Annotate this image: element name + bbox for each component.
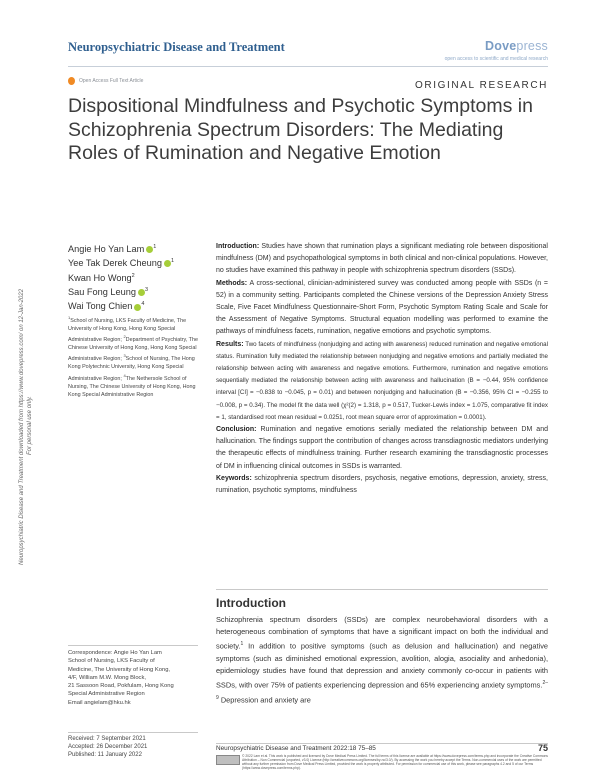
abstract-results: Results: Two facets of mindfulness (nonjudging and acting with awareness) reduced rumination and negative emotional status. Rumination fully mediated the relationship between nonjudging and negative emotions and partially mediated the relationship between acting with awareness and negative emotions. Furthermore, rumination and negative emotions sequentially mediated the relationship between acting with awareness and hallucination (B = −0.44, 95% confidence interval [CI] = −0.838 to −0.045, p = 0.01) and between nonjudging and hallucination (B = −0.356, 95% CI = −0.255 to −0.008, p = 0.34). The model fit the data well (χ²(2) = 1.318, p = 0.517, Tucker-Lewis index = 1.075, comparative fit index = 1, standardised root mean residual = 0.0251, root mean square error of approximation = 0.0001). xyxy=(216,340,548,421)
open-access-label: Open Access Full Text Article xyxy=(79,78,144,84)
author[interactable]: Sau Fong Leung $^3$ xyxy=(68,287,149,298)
publisher-logo[interactable] xyxy=(485,39,548,53)
accepted-date: Accepted: 26 December 2021 xyxy=(68,743,148,750)
publisher-logo-light: press xyxy=(516,39,548,53)
received-date: Received: 7 September 2021 xyxy=(68,736,146,742)
download-watermark-line2: For personal use only. xyxy=(27,396,33,455)
publisher-tagline: open access to scientific and medical research xyxy=(444,56,548,62)
abstract-conclusion: Conclusion: Rumination and negative emotions serially mediated the relationship between DM and hallucination. The findings support the contribution of changes across transdiagnostic mediators underlying the therapeutic effects of mindfulness training. Further research examining the transdiagnostic processes of DM in influencing clinical outcomes in SSDs is warranted. xyxy=(216,426,548,470)
publication-dates xyxy=(68,736,198,759)
journal-name: Neuropsychiatric Disease and Treatment xyxy=(68,40,285,54)
abstract-introduction: Introduction: Studies have shown that rumination plays a significant mediating role between dispositional mindfulness (DM) and psychopathological symptoms in both clinical and non-clinical populations. However, no studies have examined this pathway in people with schizophrenia spectrum disorders (SSDs). xyxy=(216,243,548,275)
open-access-lock-icon xyxy=(68,77,75,85)
section-divider xyxy=(216,589,548,590)
dates-divider xyxy=(68,732,198,733)
author-list xyxy=(68,241,174,313)
introduction-heading: Introduction xyxy=(216,596,286,610)
orcid-icon[interactable] xyxy=(138,289,145,296)
download-watermark-line1: Neuropsychiatric Disease and Treatment downloaded from https://www.dovepress.com/ on 12-Jan-2022 xyxy=(19,288,25,565)
author[interactable]: Yee Tak Derek Cheung $^1$ xyxy=(68,258,175,269)
correspondence-email[interactable]: Email angielam@hku.hk xyxy=(68,699,131,706)
publisher-logo-bold: Dove xyxy=(485,39,517,53)
creative-commons-icon[interactable] xyxy=(216,755,240,765)
open-access-badge xyxy=(68,77,143,85)
header-divider xyxy=(68,66,548,67)
footer-citation: Neuropsychiatric Disease and Treatment 2022:18 75–85 xyxy=(216,745,376,752)
page-number: 75 xyxy=(537,743,548,753)
license-text: © 2022 Lam et al. This work is published and licensed by Dove Medical Press Limited. The full terms of this license are available at https://www.dovepress.com/terms.php and incorporate the Creative Commons Attribution – Non Commercial (unported, v3.0) License (http://creativecommons.org/licenses/by-nc/3.0/). By accessing the work you hereby accept the Terms. Non-commercial uses of the work are permitted without any further permission from Dove Medical Press Limited, provided the work is properly attributed. For permission for commercial use of this work, please see paragraphs 4.2 and 5 of our Terms (https://www.dovepress.com/terms.php). xyxy=(242,754,548,771)
author[interactable]: Angie Ho Yan Lam $^1$ xyxy=(68,244,157,255)
download-watermark xyxy=(18,155,44,565)
paper-title: Dispositional Mindfulness and Psychotic Symptoms in Schizophrenia Spectrum Disorders: The Mediating Roles of Rumination and Negative Emotion xyxy=(68,95,533,164)
abstract-keywords: Keywords: schizophrenia spectrum disorders, psychosis, negative emotions, depression, anxiety, stress, rumination, psychotic symptoms, mindfulness xyxy=(216,474,548,495)
introduction-body: Schizophrenia spectrum disorders (SSDs) are complex neurobehavioral disorders with a heterogeneous combination of symptoms that have a significant impact on both the individual and society.$^1$ In addition to positive symptoms (such as delusion and hallucination) and negative symptoms (such as diminished emotional expression, avolition, alogia, asociality and anhedonia), epidemiology studies have found that depression and anxiety commonly co-occur in patients with SSDs, with over 75% of patients experiencing depression and 65% experiencing anxiety symptoms.$^{2-9}$ Depression and anxiety are xyxy=(216,615,548,705)
footer-divider xyxy=(216,743,548,744)
author[interactable]: Wai Tong Chien $^4$ xyxy=(68,301,145,312)
affiliations: $^1$School of Nursing, LKS Faculty of Medicine, The University of Hong Kong, Hong Kong Special Administrative Region; $^2$Department of Psychiatry, The Chinese University of Hong Kong, Hong Kong Special Administrative Region; $^3$School of Nursing, The Hong Kong Polytechnic University, Hong Kong Special Administrative Region; $^4$The Nethersole School of Nursing, The Chinese University of Hong Kong, Hong Kong Special Administrative Region xyxy=(68,315,198,398)
author[interactable]: Kwan Ho Wong$^2$ xyxy=(68,272,135,283)
article-type: ORIGINAL RESEARCH xyxy=(415,80,548,91)
orcid-icon[interactable] xyxy=(164,260,171,267)
citation-link[interactable]: 2–9 xyxy=(216,680,548,702)
citation-link[interactable]: 1 xyxy=(240,641,244,648)
abstract xyxy=(216,241,548,497)
published-date: Published: 11 January 2022 xyxy=(68,751,142,758)
abstract-methods: Methods: A cross-sectional, clinician-administered survey was conducted among people with SSDs (n = 52) in a community setting. Participants completed the Chinese versions of the Depression Anxiety Stress Scale, Five Facet Mindfulness Questionnaire-Short Form, Psychotic Symptom Rating Scale and Scale for the Assessment of Negative Symptoms. Structural equation modelling was performed to examine the pathways of mindfulness facets, rumination, negative emotions and psychotic symptoms. xyxy=(216,279,548,336)
correspondence: Correspondence: Angie Ho Yan Lam School of Nursing, LKS Faculty of Medicine, The University of Hong Kong, 4/F, William M.W. Mong Block, 21 Sassoon Road, Pokfulam, Hong Kong Special Administrative Region Email angielam@hku.hk xyxy=(68,645,198,707)
